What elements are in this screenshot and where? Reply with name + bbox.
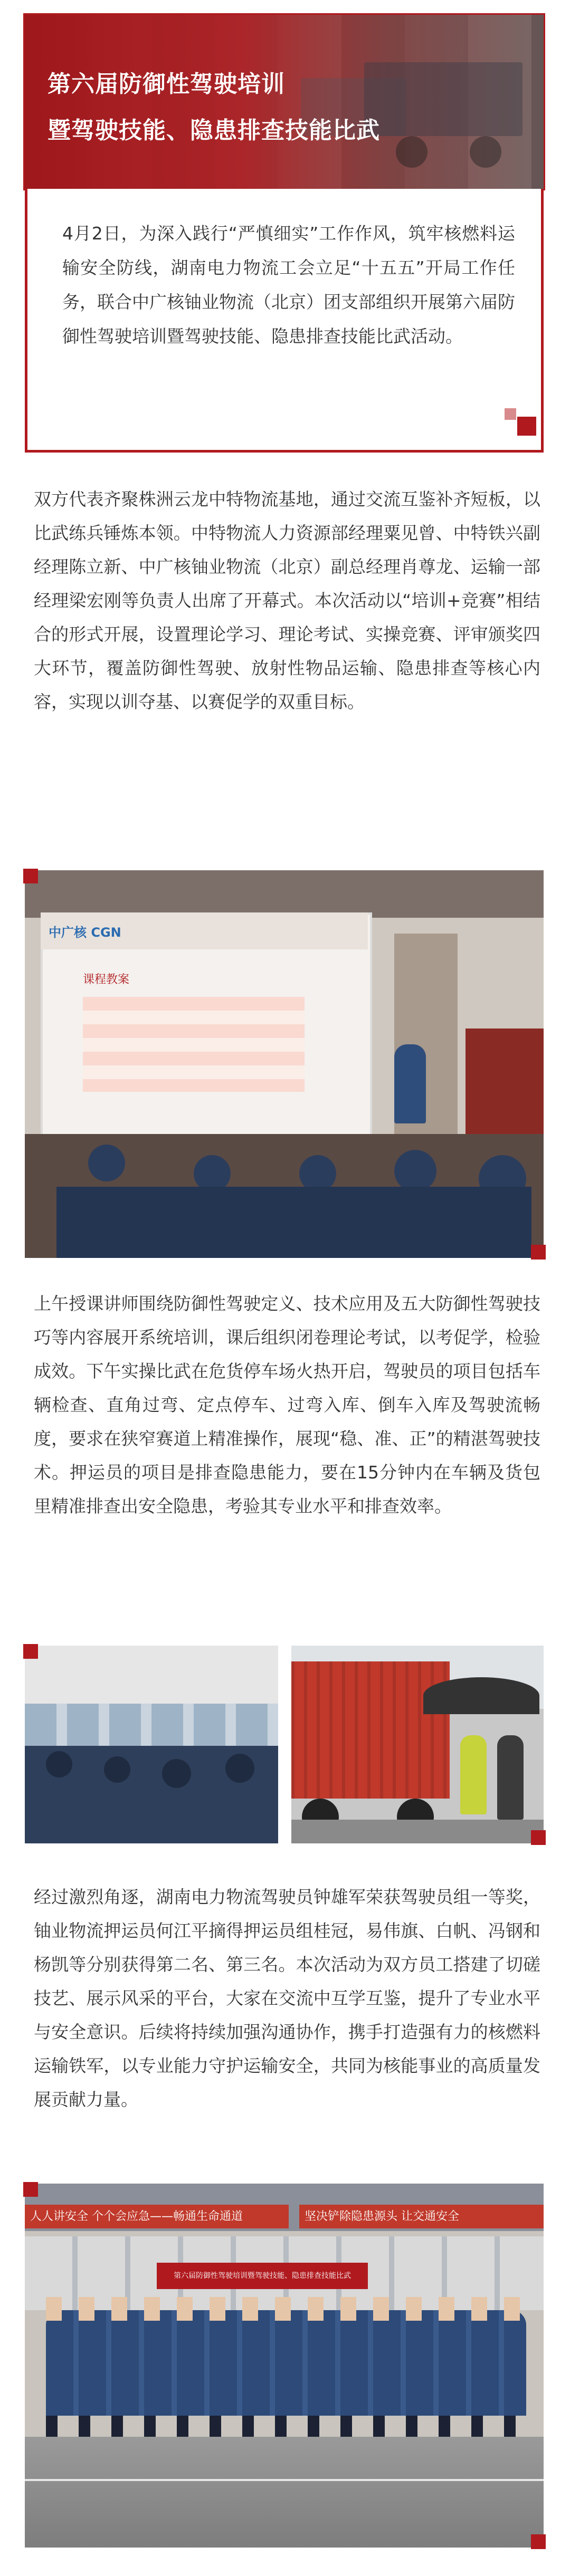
slide-heading: 课程教案: [83, 973, 130, 986]
photo-truck-inspection: [291, 1646, 544, 1843]
intro-text: 4月2日，为深入践行“严慎细实”工作作风，筑牢核燃料运输安全防线，湖南电力物流工会立足“十五五”开局工作任务，联合中广核铀业物流（北京）团支部组织开展第六届防御性驾驶培训暨驾驶技能、隐患排查技能比武活动。: [62, 223, 515, 347]
banner-frame: [23, 13, 545, 190]
decor-square: [517, 417, 536, 436]
body-paragraph: 上午授课讲师围绕防御性驾驶定义、技术应用及五大防御性驾驶技巧等内容展开系统培训，课后组织闭卷理论考试，以考促学，检验成效。下午实操比武在危货停车场火热开启，驾驶员的项目包括车辆检查、直角过弯、定点停车、过弯入库、倒车入库及驾驶流畅度，要求在狭窄赛道上精准操作，展现“稳、准、正”的精湛驾驶技术。押运员的项目是排查隐患能力，要在15分钟内在车辆及货包里精准排查出安全隐患，考验其专业水平和排查效率。: [34, 1293, 540, 1516]
decor-square: [505, 408, 516, 420]
body-paragraph: 双方代表齐聚株洲云龙中特物流基地，通过交流互鉴补齐短板，以比武练兵锤炼本领。中特物流人力资源部经理粟见曾、中特铁兴副经理陈立新、中广核铀业物流（北京）副总经理肖尊龙、运输一部经理梁宏刚等负责人出席了开幕式。本次活动以“培训+竞赛”相结合的形式开展，设置理论学习、理论考试、实操竞赛、评审颁奖四大环节，覆盖防御性驾驶、放射性物品运输、隐患排查等核心内容，实现以训夺基、以赛促学的双重目标。: [34, 489, 540, 712]
intro-box: [25, 189, 544, 453]
photo-corner: [531, 2534, 546, 2549]
photo-corner: [23, 1644, 38, 1659]
slide-logo: 中广核 CGN: [49, 925, 121, 940]
photo-corner: [23, 2182, 38, 2197]
body-paragraph: 经过激烈角逐，湖南电力物流驾驶员钟雄军荣获驾驶员组一等奖，铀业物流押运员何江平摘得押运员组桂冠，易伟旗、白帆、冯钢和杨凯等分别获得第二名、第三名。本次活动为双方员工搭建了切磋技艺、展示风采的平台，大家在交流中互学互鉴，提升了专业水平与安全意识。后续将持续加强沟通协作，携手打造强有力的核燃料运输铁军，以专业能力守护运输安全，共同为核能事业的高质量发展贡献力量。: [34, 1887, 540, 2110]
page-title: 第六届防御性驾驶培训: [48, 71, 285, 98]
page-subtitle: 暨驾驶技能、隐患排查技能比武: [48, 117, 380, 144]
group-banner-center: 第六届防御性驾驶培训暨驾驶技能、隐患排查技能比武: [157, 2263, 368, 2289]
wall-banner-left: 人人讲安全 个个会应急——畅通生命通道: [25, 2205, 289, 2228]
photo-group: [25, 2184, 544, 2548]
photo-corner: [531, 1830, 546, 1845]
photo-exam-room: [25, 1646, 278, 1843]
wall-banner-right: 坚决铲除隐患源头 让交通安全: [299, 2205, 544, 2228]
photo-classroom: [25, 870, 544, 1258]
photo-corner: [23, 869, 38, 883]
photo-corner: [531, 1245, 546, 1260]
